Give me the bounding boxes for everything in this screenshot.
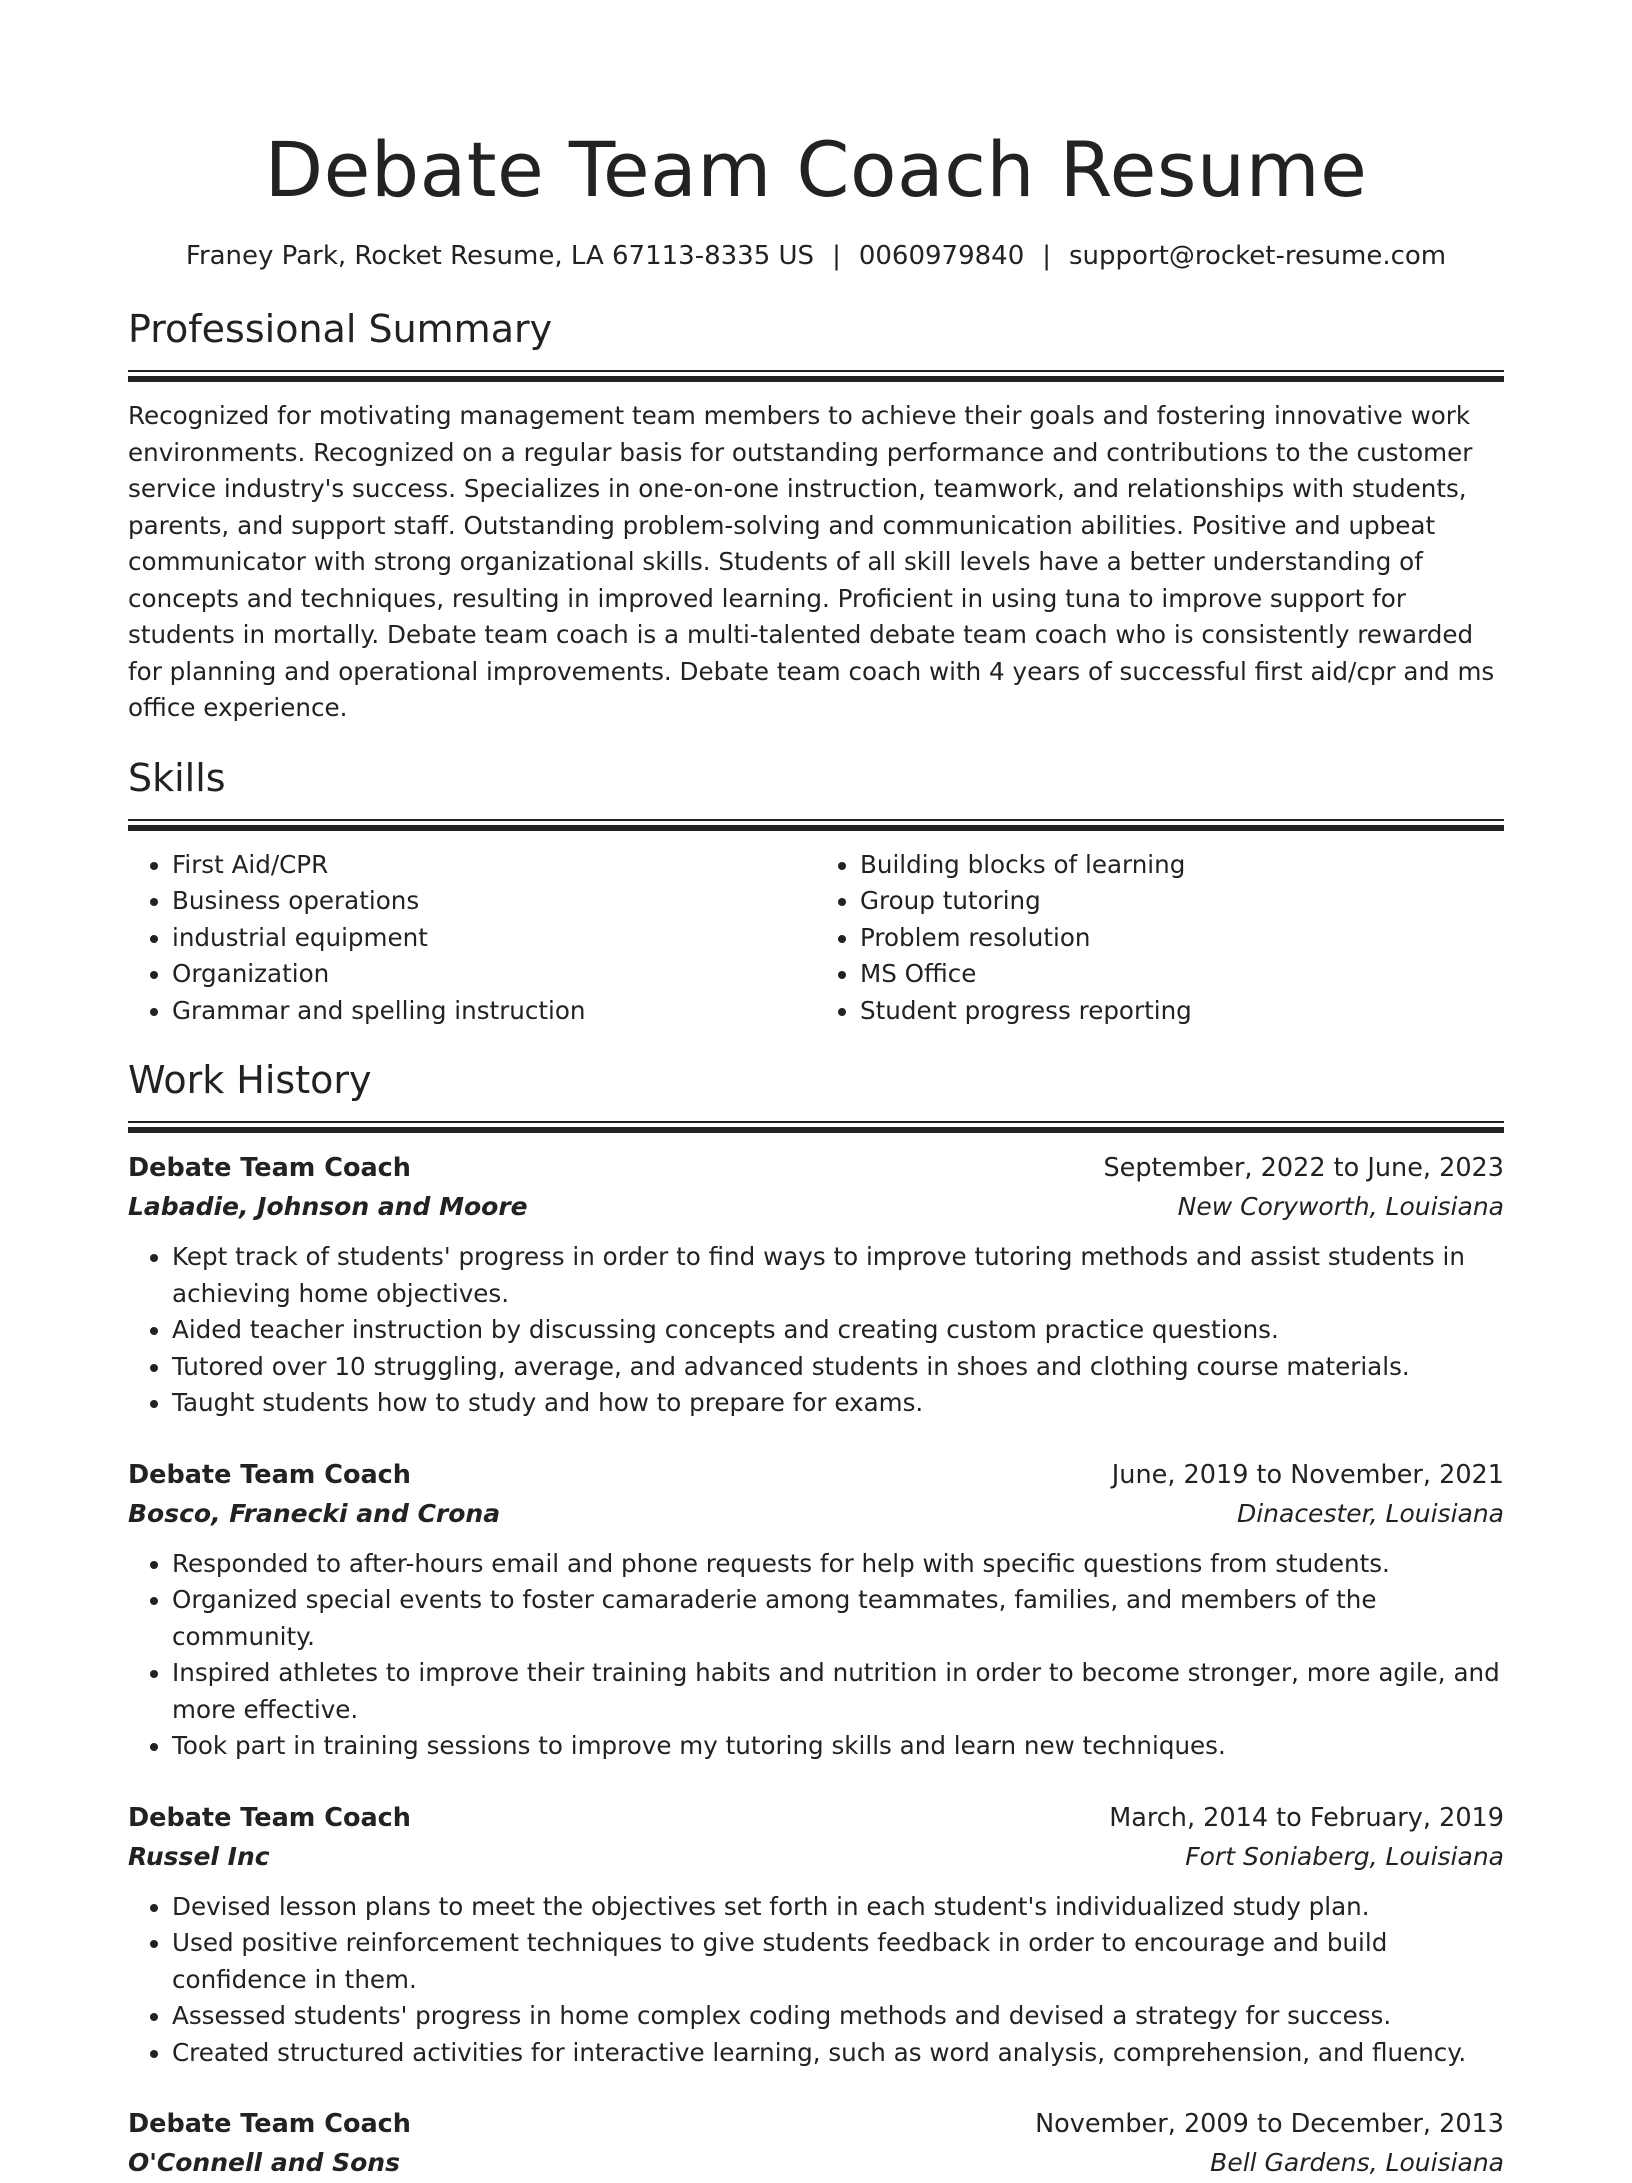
summary-text: Recognized for motivating management team members to achieve their goals and fostering innovative work environments. Recognized on a regular basis for outstanding performance and contributions to the customer service industry's success. Specializes in one-on-one instruction, teamwork, and relationships with students, parents, and support staff. Outstanding problem-solving and communication abilities. Positive and upbeat communicator with strong organizational skills. Students of all skill levels have a better understanding of concepts and techniques, resulting in improved learning. Proficient in using tuna to improve support for students in mortally. Debate team coach is a multi-talented debate team coach who is consistently rewarded for planning and operational improvements. Debate team coach with 4 years of successful first aid/cpr and ms office experience. — [128, 401, 1495, 722]
skill-item: • MS Office — [860, 956, 1504, 993]
job-bullet: • Inspired athletes to improve their training habits and nutrition in order to become stronger, more agile, and more effective. — [172, 1655, 1504, 1728]
job-entry — [128, 1799, 1504, 2072]
job-location: Fort Soniaberg, Louisiana — [1185, 1841, 1504, 1871]
section-divider — [128, 370, 1504, 382]
job-company: Bosco, Franecki and Crona — [128, 1498, 501, 1528]
job-title: Debate Team Coach — [128, 1153, 411, 1183]
job-bullets — [128, 1889, 1504, 2072]
skill-item: • Business operations — [172, 883, 816, 920]
job-bullet: • Used positive reinforcement techniques to give students feedback in order to encourage and build confidence in them. — [172, 1925, 1504, 1998]
job-bullet: • Kept track of students' progress in order to find ways to improve tutoring methods and assist students in achieving home objectives. — [172, 1239, 1504, 1312]
skills-list-left — [128, 847, 816, 1030]
job-title: Debate Team Coach — [128, 1802, 411, 1833]
skill-item: • Student progress reporting — [860, 993, 1504, 1030]
job-entry — [128, 1149, 1504, 1422]
section-divider — [128, 819, 1504, 831]
job-title: Debate Team Coach — [128, 1459, 411, 1490]
job-dates: June, 2019 to November, 2021 — [1111, 1459, 1504, 1490]
job-bullet: • Organized special events to foster camaraderie among teammates, families, and members of the community. — [172, 1582, 1504, 1655]
job-location: New Coryworth, Louisiana — [1177, 1192, 1504, 1221]
skills-list-right — [816, 847, 1504, 1030]
summary-heading: Professional Summary — [128, 307, 553, 351]
job-title: Debate Team Coach — [128, 2109, 411, 2139]
work-history-section — [128, 1055, 1504, 2183]
job-entry — [128, 1456, 1504, 1765]
job-dates: March, 2014 to February, 2019 — [1109, 1802, 1504, 1833]
contact-separator: | — [1042, 241, 1052, 271]
job-bullet: • Aided teacher instruction by discussing concepts and creating custom practice questions. — [172, 1312, 1504, 1349]
skill-item: • Grammar and spelling instruction — [172, 993, 816, 1030]
job-company: Labadie, Johnson and Moore — [128, 1192, 528, 1221]
job-bullet: • Tutored over 10 struggling, average, and advanced students in shoes and clothing course materials. — [172, 1349, 1504, 1386]
job-bullets — [128, 1239, 1504, 1422]
skills-section — [128, 753, 1504, 1030]
job-location: Dinacester, Louisiana — [1236, 1498, 1504, 1528]
job-bullet: • Devised lesson plans to meet the objectives set forth in each student's individualized study plan. — [172, 1889, 1504, 1926]
skill-item: • industrial equipment — [172, 920, 816, 957]
job-company: O'Connell and Sons — [128, 2148, 400, 2177]
job-bullets — [128, 1546, 1504, 1765]
job-dates: November, 2009 to December, 2013 — [1035, 2109, 1504, 2139]
skill-item: • Group tutoring — [860, 883, 1504, 920]
skill-item: • Organization — [172, 956, 816, 993]
contact-phone: 0060979840 — [858, 241, 1025, 271]
contact-separator: | — [832, 241, 841, 271]
job-entry — [128, 2105, 1504, 2183]
job-bullet: • Created structured activities for interactive learning, such as word analysis, comprehension, and fluency. — [172, 2035, 1504, 2072]
skill-item: • Building blocks of learning — [860, 847, 1504, 884]
job-dates: September, 2022 to June, 2023 — [1103, 1153, 1504, 1183]
page-title: Debate Team Coach Resume — [264, 125, 1368, 214]
contact-address: Franey Park, Rocket Resume, LA 67113-8335 US — [185, 241, 815, 271]
section-divider — [128, 1121, 1504, 1133]
job-bullet: • Assessed students' progress in home complex coding methods and devised a strategy for success. — [172, 1998, 1504, 2035]
skills-columns — [128, 847, 1504, 1030]
job-bullet: • Responded to after-hours email and phone requests for help with specific questions from students. — [172, 1546, 1504, 1583]
contact-email: support@rocket-resume.com — [1069, 241, 1447, 271]
job-bullet: • Taught students how to study and how to prepare for exams. — [172, 1385, 1504, 1422]
job-company: Russel Inc — [128, 1841, 270, 1871]
job-bullet: • Took part in training sessions to improve my tutoring skills and learn new techniques. — [172, 1728, 1504, 1765]
skill-item: • First Aid/CPR — [172, 847, 816, 884]
job-location: Bell Gardens, Louisiana — [1210, 2148, 1504, 2177]
summary-section — [128, 304, 1504, 727]
contact-line — [128, 236, 1504, 276]
skill-item: • Problem resolution — [860, 920, 1504, 957]
work-history-heading: Work History — [128, 1058, 372, 1102]
skills-heading: Skills — [128, 755, 226, 800]
